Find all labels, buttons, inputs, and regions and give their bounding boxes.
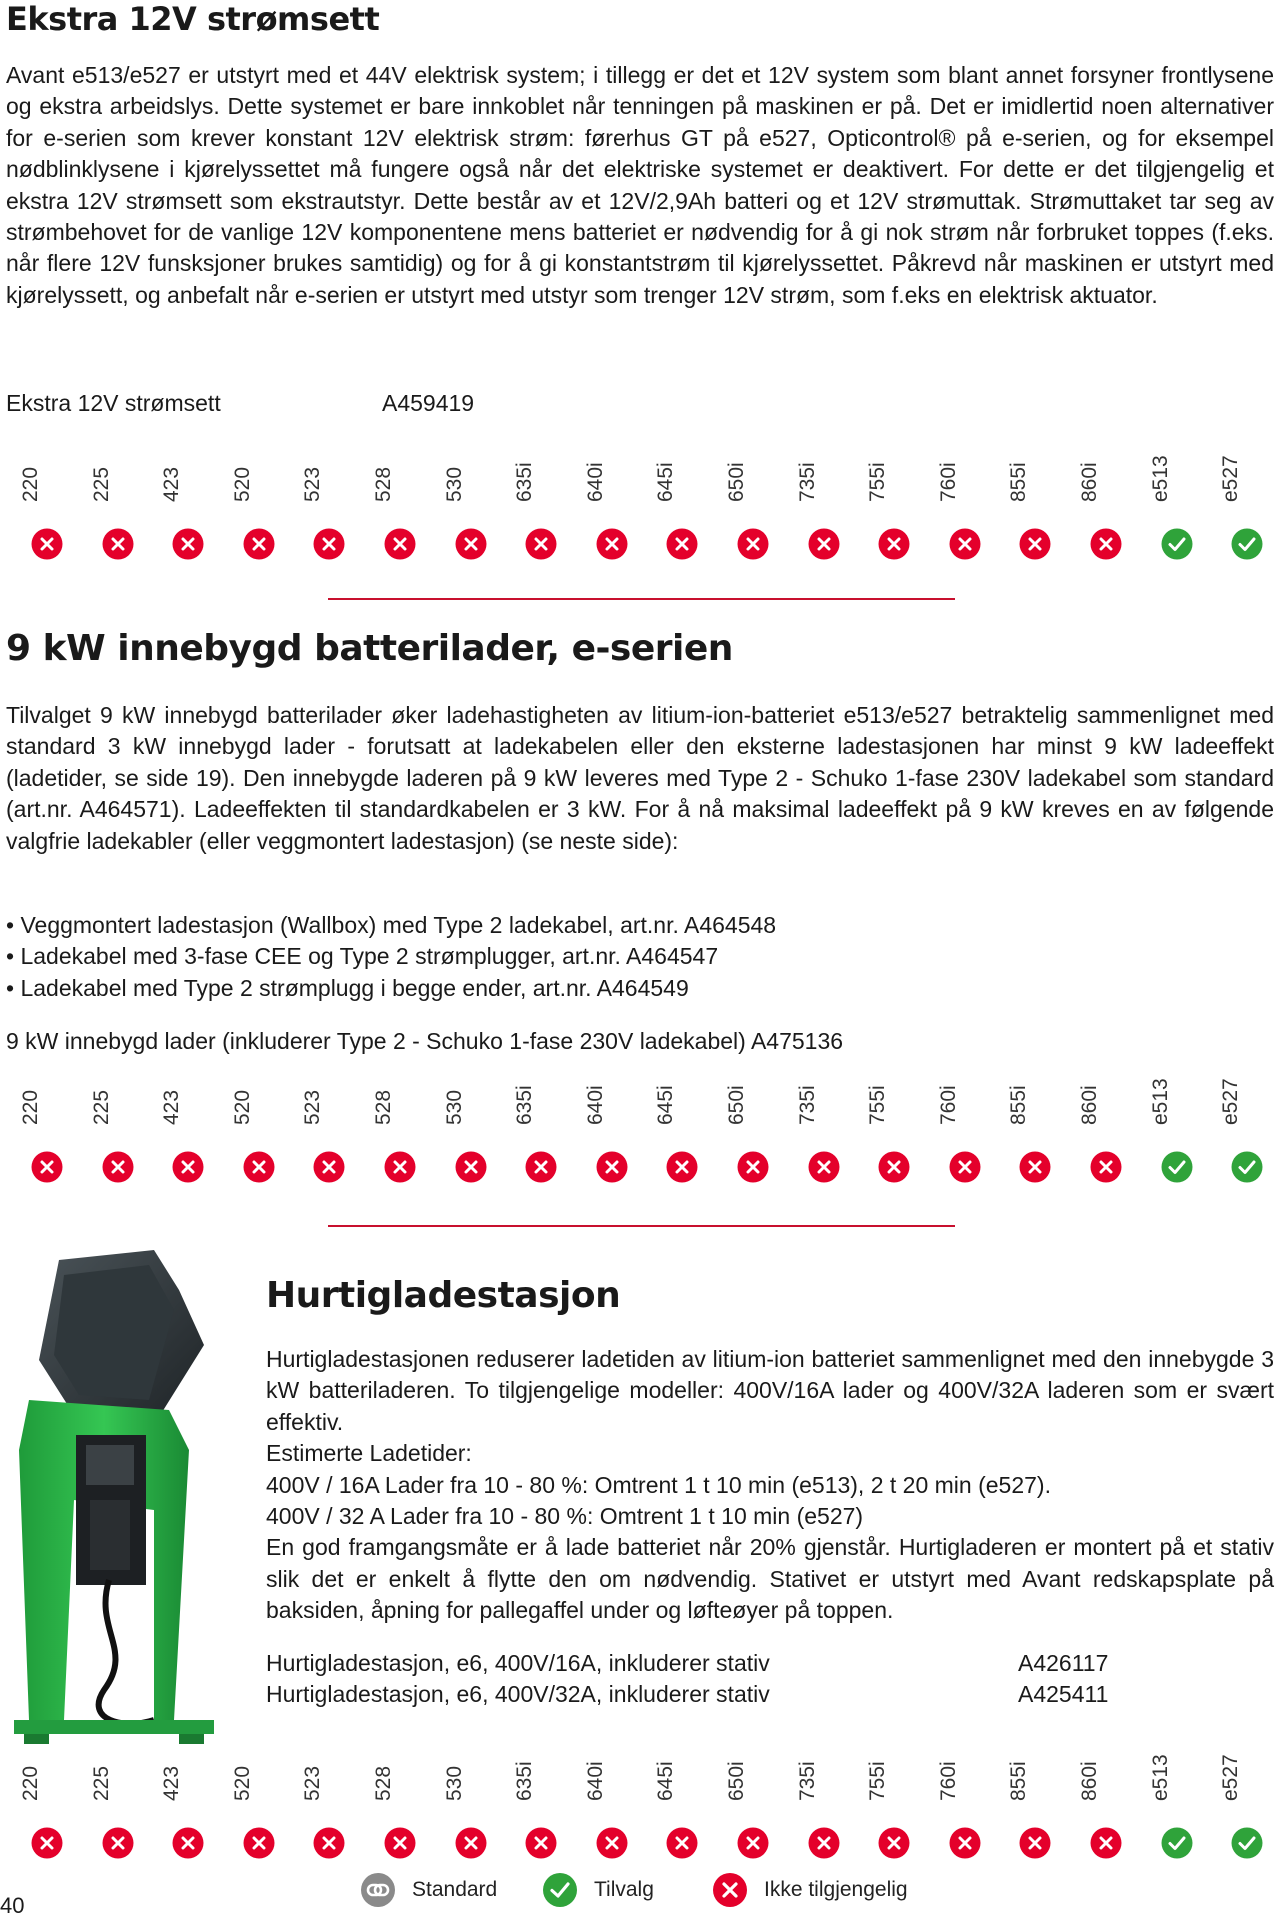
- model-cell: [430, 1751, 500, 1861]
- model-label: 855i: [1007, 1085, 1031, 1125]
- model-cell: [147, 1751, 217, 1861]
- cross-icon: [31, 1151, 63, 1183]
- model-label: 523: [301, 466, 325, 502]
- cross-icon: [1090, 528, 1122, 560]
- model-label: 760i: [936, 462, 960, 502]
- cross-icon: [878, 1151, 910, 1183]
- cross-icon: [666, 1827, 698, 1859]
- model-cell: [1065, 1751, 1135, 1861]
- cross-icon: [1019, 1827, 1051, 1859]
- model-cell: [1065, 1075, 1135, 1185]
- model-cell: [1206, 1075, 1276, 1185]
- model-cell: [77, 1751, 147, 1861]
- check-icon: [1231, 528, 1263, 560]
- cross-icon: [313, 528, 345, 560]
- cross-icon: [384, 1827, 416, 1859]
- model-label: e527: [1219, 455, 1243, 502]
- cross-icon: [737, 528, 769, 560]
- model-cell: [994, 1075, 1064, 1185]
- link-icon: [360, 1872, 396, 1908]
- model-cell: [218, 452, 288, 562]
- model-label: 645i: [654, 1761, 678, 1801]
- model-label: 520: [230, 466, 254, 502]
- section-body-fast-charger: [266, 1344, 1274, 1627]
- model-cell: [1136, 1751, 1206, 1861]
- model-label: 755i: [866, 462, 890, 502]
- model-cell: [218, 1751, 288, 1861]
- cross-icon: [1019, 528, 1051, 560]
- model-cell: [571, 1751, 641, 1861]
- product-name-extra-12v: Ekstra 12V strømsett: [6, 390, 221, 416]
- legend-label: Ikke tilgjengelig: [764, 1878, 908, 1901]
- model-label: 640i: [583, 1085, 607, 1125]
- cross-icon: [455, 1151, 487, 1183]
- cross-icon: [808, 1827, 840, 1859]
- section-title-9kw-charger: 9 kW innebygd batterilader, e-serien: [6, 628, 733, 669]
- model-cell: [359, 1751, 429, 1861]
- cross-icon: [808, 528, 840, 560]
- cross-icon: [808, 1151, 840, 1183]
- model-cell: [430, 1075, 500, 1185]
- list-item: • Veggmontert ladestasjon (Wallbox) med Type 2 ladekabel, art.nr. A464548: [6, 910, 1274, 941]
- cross-icon: [455, 1827, 487, 1859]
- product-line-9kw-charger: 9 kW innebygd lader (inkluderer Type 2 - Schuko 1-fase 230V ladekabel) A475136: [6, 1028, 844, 1054]
- list-item: • Ladekabel med Type 2 strømplugg i begge ender, art.nr. A464549: [6, 973, 1274, 1004]
- model-label: 530: [442, 1089, 466, 1125]
- model-cell: [641, 452, 711, 562]
- legend: [360, 1872, 1060, 1912]
- model-label: 220: [19, 1765, 42, 1801]
- model-cell: [6, 452, 76, 562]
- legend-label: Tilvalg: [594, 1878, 654, 1901]
- section-divider: [328, 598, 955, 600]
- model-cell: [783, 1751, 853, 1861]
- model-label: 635i: [513, 462, 537, 502]
- model-label: 860i: [1078, 1085, 1101, 1125]
- model-cell: [288, 452, 358, 562]
- cross-icon: [384, 1151, 416, 1183]
- model-cell: [77, 452, 147, 562]
- cross-icon: [243, 528, 275, 560]
- cross-icon: [949, 1827, 981, 1859]
- model-cell: [924, 452, 994, 562]
- cross-icon: [384, 528, 416, 560]
- model-cell: [994, 1751, 1064, 1861]
- paragraph: 400V / 32 A Lader fra 10 - 80 %: Omtrent 1 t 10 min (e527): [266, 1503, 864, 1530]
- cross-icon: [172, 528, 204, 560]
- model-cell: [1206, 452, 1276, 562]
- model-availability-row: [0, 1075, 1280, 1185]
- model-cell: [500, 1075, 570, 1185]
- model-label: 530: [442, 1765, 466, 1801]
- model-cell: [571, 452, 641, 562]
- cross-icon: [313, 1827, 345, 1859]
- check-icon: [1231, 1151, 1263, 1183]
- cross-icon: [1090, 1151, 1122, 1183]
- model-label: 735i: [795, 1085, 819, 1125]
- model-cell: [641, 1751, 711, 1861]
- section-body-extra-12v: Avant e513/e527 er utstyrt med et 44V elektrisk system; i tillegg er det et 12V system som blant annet forsyner frontlysene og ekstra arbeidslys. Dette systemet er bare innkoblet når tenningen på maskinen er på. Det er imidlertid noen alternativer for e-serien som krever konstant 12V elektrisk strøm: førerhus GT på e527, Opticontrol® på e-serien, og for eksempel nødblinklysene i kjørelyssettet må fungere også når det elektriske systemet er deaktivert. For dette er det tilgjengelig et ekstra 12V strømsett som ekstrautstyr. Dette består av et 12V/2,9Ah batteri og et 12V strømuttak. Strømuttaket tar seg av strømbehovet for de vanlige 12V komponentene mens batteriet er nødvendig for å gi nok strøm når forbruket toppes (f.eks. når flere 12V funsksjoner brukes samtidig) og for å gi konstantstrøm til kjørelyssettet. Påkrevd når maskinen er utstyrt med kjørelyssett, og anbefalt når e-serien er utstyrt med utstyr som trenger 12V strøm, som f.eks en elektrisk aktuator.: [6, 62, 1274, 308]
- product-code-extra-12v: A459419: [382, 390, 475, 416]
- model-label: 225: [89, 1089, 113, 1125]
- model-cell: [359, 1075, 429, 1185]
- model-cell: [641, 1075, 711, 1185]
- cross-icon: [596, 1151, 628, 1183]
- model-label: 855i: [1007, 462, 1031, 502]
- model-label: 650i: [725, 1761, 748, 1801]
- cross-icon: [525, 1151, 557, 1183]
- model-cell: [924, 1751, 994, 1861]
- model-cell: [853, 1075, 923, 1185]
- model-label: e527: [1219, 1078, 1243, 1125]
- model-label: 650i: [725, 462, 748, 502]
- model-label: e527: [1219, 1754, 1243, 1801]
- paragraph: 400V / 16A Lader fra 10 - 80 %: Omtrent 1 t 10 min (e513), 2 t 20 min (e527).: [266, 1471, 1051, 1498]
- model-label: e513: [1148, 1754, 1172, 1801]
- model-cell: [147, 1075, 217, 1185]
- page-number: 40: [0, 1893, 25, 1918]
- model-cell: [571, 1075, 641, 1185]
- product-name-fast-charger-32a: Hurtigladestasjon, e6, 400V/32A, inkluderer stativ: [266, 1681, 770, 1707]
- model-label: 528: [372, 1765, 395, 1801]
- cross-icon: [666, 1151, 698, 1183]
- cross-icon: [102, 1151, 134, 1183]
- model-cell: [853, 1751, 923, 1861]
- cross-icon: [102, 1827, 134, 1859]
- cross-icon: [878, 1827, 910, 1859]
- section-divider: [328, 1225, 955, 1227]
- legend-label: Standard: [412, 1878, 498, 1901]
- list-item: • Ladekabel med 3-fase CEE og Type 2 strømplugger, art.nr. A464547: [6, 941, 1274, 972]
- product-name-fast-charger-16a: Hurtigladestasjon, e6, 400V/16A, inkluderer stativ: [266, 1650, 770, 1676]
- cross-icon: [1019, 1151, 1051, 1183]
- model-label: 225: [89, 1765, 113, 1801]
- model-cell: [924, 1075, 994, 1185]
- model-label: 640i: [583, 1761, 607, 1801]
- cross-icon: [243, 1151, 275, 1183]
- model-label: 635i: [513, 1085, 537, 1125]
- check-icon: [1161, 1151, 1193, 1183]
- cross-icon: [737, 1151, 769, 1183]
- product-code-fast-charger-16a: A426117: [1018, 1650, 1109, 1676]
- model-cell: [1206, 1751, 1276, 1861]
- cross-icon: [666, 528, 698, 560]
- model-label: 520: [230, 1089, 254, 1125]
- model-label: 528: [372, 1089, 395, 1125]
- check-icon: [1161, 528, 1193, 560]
- check-icon: [542, 1872, 578, 1908]
- check-icon: [1161, 1827, 1193, 1859]
- model-label: 760i: [936, 1761, 960, 1801]
- model-cell: [1065, 452, 1135, 562]
- model-label: 220: [19, 1089, 42, 1125]
- cross-icon: [455, 528, 487, 560]
- paragraph: Hurtigladestasjonen reduserer ladetiden av litium-ion batteriet sammenlignet med den innebygde 3 kW batteriladeren. To tilgjengelige modeller: 400V/16A lader og 400V/32A laderen som er svært effektiv.: [266, 1346, 1274, 1435]
- model-cell: [712, 452, 782, 562]
- cross-icon: [949, 1151, 981, 1183]
- model-label: 635i: [513, 1761, 537, 1801]
- cross-icon: [596, 528, 628, 560]
- cross-icon: [525, 1827, 557, 1859]
- model-label: 860i: [1078, 462, 1101, 502]
- model-cell: [288, 1075, 358, 1185]
- section-title-fast-charger: Hurtigladestasjon: [266, 1275, 621, 1316]
- paragraph: En god framgangsmåte er å lade batteriet når 20% gjenstår. Hurtigladeren er montert på et stativ slik det er enkelt å flytte den om nødvendig. Stativet er utstyrt med Avant redskapsplate på baksiden, åpning for pallegaffel under og løfteøyer på toppen.: [266, 1534, 1274, 1624]
- model-label: 755i: [866, 1085, 890, 1125]
- model-cell: [430, 452, 500, 562]
- cross-icon: [172, 1827, 204, 1859]
- model-label: 645i: [654, 462, 678, 502]
- cross-icon: [737, 1827, 769, 1859]
- cross-icon: [31, 528, 63, 560]
- model-cell: [712, 1751, 782, 1861]
- model-label: 860i: [1078, 1761, 1101, 1801]
- model-label: 755i: [866, 1761, 890, 1801]
- product-code-fast-charger-32a: A425411: [1018, 1681, 1109, 1707]
- cross-icon: [31, 1827, 63, 1859]
- model-label: 423: [160, 1765, 184, 1801]
- model-cell: [6, 1751, 76, 1861]
- model-label: 735i: [795, 1761, 819, 1801]
- model-cell: [77, 1075, 147, 1185]
- model-cell: [783, 452, 853, 562]
- fast-charger-product-image: [4, 1250, 234, 1750]
- model-label: 760i: [936, 1085, 960, 1125]
- model-cell: [994, 452, 1064, 562]
- model-label: 530: [442, 466, 466, 502]
- model-cell: [783, 1075, 853, 1185]
- cross-icon: [525, 528, 557, 560]
- model-cell: [359, 452, 429, 562]
- model-cell: [1136, 1075, 1206, 1185]
- model-label: 423: [160, 466, 184, 502]
- model-label: e513: [1148, 455, 1172, 502]
- model-cell: [500, 452, 570, 562]
- model-cell: [1136, 452, 1206, 562]
- model-availability-row: [0, 1751, 1280, 1861]
- cross-icon: [1090, 1827, 1122, 1859]
- cross-icon: [313, 1151, 345, 1183]
- model-label: 423: [160, 1089, 184, 1125]
- model-cell: [288, 1751, 358, 1861]
- section-body-9kw-charger: Tilvalget 9 kW innebygd batterilader øker ladehastigheten av litium-ion-batteriet e513/e527 betraktelig sammenlignet med standard 3 kW innebygd lader - forutsatt at ladekabelen eller den eksterne ladestasjonen har minst 9 kW ladeeffekt (ladetider, se side 19). Den innebygde laderen på 9 kW leveres med Type 2 - Schuko 1-fase 230V ladekabel som standard (art.nr. A464571). Ladeeffekten til standardkabelen er 3 kW. For å nå maksimal ladeeffekt på 9 kW kreves en av følgende valgfrie ladekabler (eller veggmontert ladestasjon) (se neste side):: [6, 702, 1274, 854]
- model-availability-row: [0, 452, 1280, 562]
- cross-icon: [878, 528, 910, 560]
- model-label: 520: [230, 1765, 254, 1801]
- model-label: 523: [301, 1765, 325, 1801]
- paragraph: Estimerte Ladetider:: [266, 1440, 472, 1467]
- check-icon: [1231, 1827, 1263, 1859]
- model-cell: [147, 452, 217, 562]
- model-label: 528: [372, 466, 395, 502]
- cross-icon: [949, 528, 981, 560]
- model-label: e513: [1148, 1078, 1172, 1125]
- cross-icon: [102, 528, 134, 560]
- cross-icon: [712, 1872, 748, 1908]
- cross-icon: [596, 1827, 628, 1859]
- model-cell: [853, 452, 923, 562]
- model-cell: [218, 1075, 288, 1185]
- cross-icon: [243, 1827, 275, 1859]
- section-title-extra-12v: Ekstra 12V strømsett: [6, 0, 380, 38]
- cable-options-list: [6, 910, 1274, 1004]
- model-cell: [6, 1075, 76, 1185]
- model-label: 735i: [795, 462, 819, 502]
- model-label: 855i: [1007, 1761, 1031, 1801]
- model-cell: [500, 1751, 570, 1861]
- model-label: 523: [301, 1089, 325, 1125]
- model-label: 225: [89, 466, 113, 502]
- model-label: 650i: [725, 1085, 748, 1125]
- model-label: 220: [19, 466, 42, 502]
- model-label: 645i: [654, 1085, 678, 1125]
- model-cell: [712, 1075, 782, 1185]
- cross-icon: [172, 1151, 204, 1183]
- model-label: 640i: [583, 462, 607, 502]
